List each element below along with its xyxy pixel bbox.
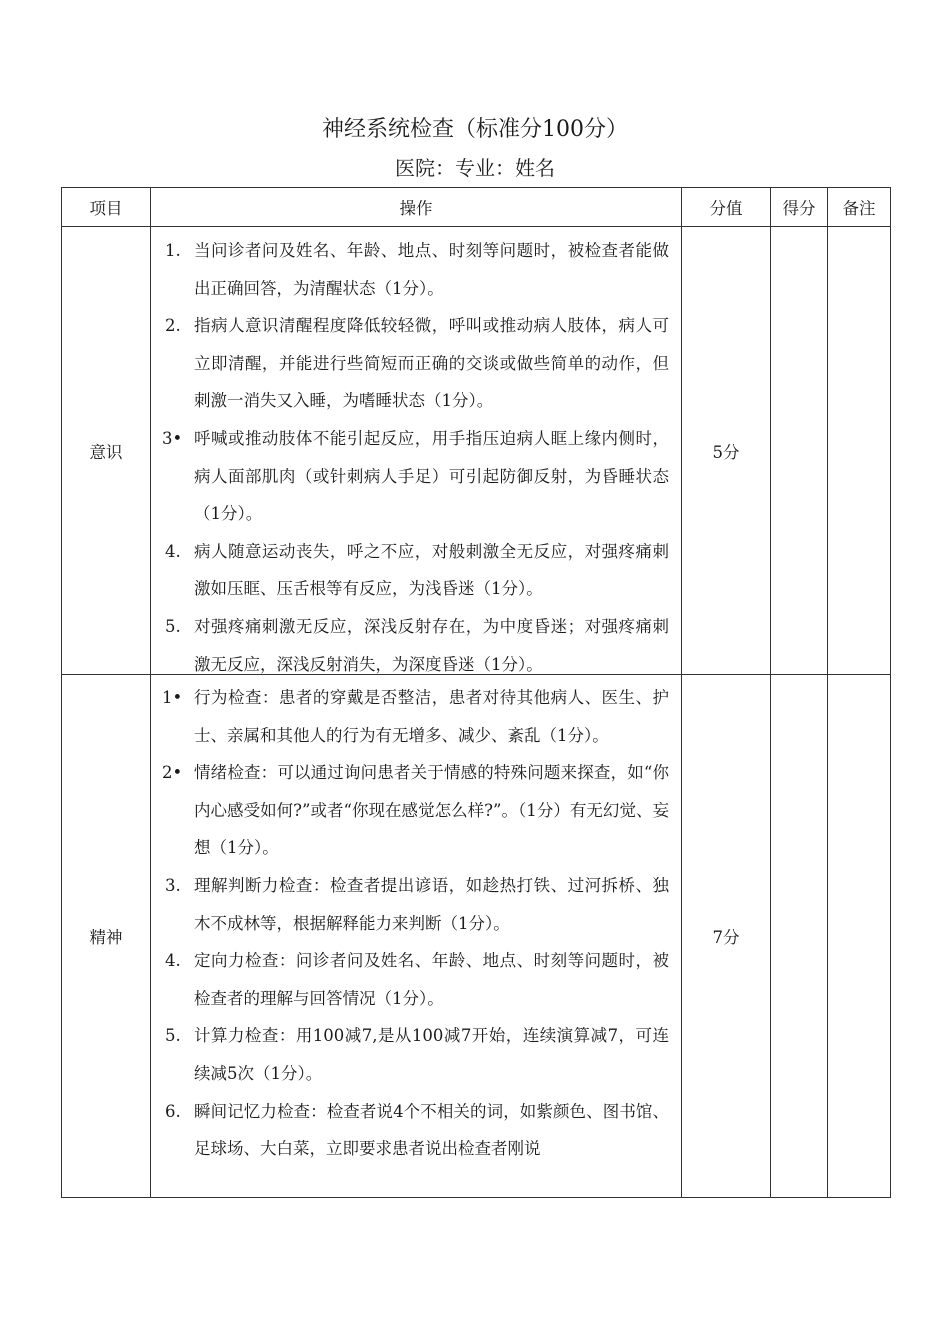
list-item bbox=[151, 942, 681, 1017]
obtained-cell bbox=[771, 675, 828, 1198]
item-number: 5. bbox=[165, 1026, 181, 1046]
item-number: 2• bbox=[162, 763, 183, 783]
item-number: 2. bbox=[165, 316, 181, 336]
item-text: 瞬间记忆力检查：检查者说4个不相关的词，如紫颜色、图书馆、足球场、大白菜，立即要求患者说出检查者刚说 bbox=[194, 1101, 669, 1159]
item-cell: 精神 bbox=[62, 675, 151, 1198]
list-item bbox=[151, 867, 681, 942]
header-remarks: 备注 bbox=[828, 188, 891, 227]
item-text: 呼喊或推动肢体不能引起反应，用手指压迫病人眶上缘内侧时，病人面部肌肉（或针刺病人手足）可引起防御反射，为昏睡状态（1分）。 bbox=[194, 428, 669, 524]
list-item bbox=[151, 608, 681, 674]
operation-cell bbox=[151, 675, 682, 1198]
item-number: 6. bbox=[165, 1101, 181, 1121]
remarks-cell bbox=[828, 675, 891, 1198]
list-item bbox=[151, 533, 681, 608]
header-operation: 操作 bbox=[151, 188, 682, 227]
item-text: 理解判断力检查：检查者提出谚语，如趁热打铁、过河拆桥、独木不成林等，根据解释能力来判断（1分）。 bbox=[194, 875, 669, 933]
exam-table bbox=[61, 187, 891, 1198]
header-score: 分值 bbox=[682, 188, 771, 227]
item-number: 5. bbox=[165, 616, 181, 636]
document-subtitle: 医院：专业：姓名 bbox=[395, 156, 555, 180]
item-number: 1. bbox=[165, 241, 181, 260]
table-row bbox=[62, 675, 891, 1198]
item-text: 对强疼痛刺激无反应，深浅反射存在，为中度昏迷；对强疼痛刺激无反应，深浅反射消失，为深度昏迷（1分）。 bbox=[194, 616, 669, 674]
item-text: 行为检查：患者的穿戴是否整洁，患者对待其他病人、医生、护士、亲属和其他人的行为有无增多、减少、紊乱（1分）。 bbox=[194, 688, 669, 745]
list-item bbox=[151, 754, 681, 867]
item-cell: 意识 bbox=[62, 227, 151, 675]
list-item bbox=[151, 1017, 681, 1092]
list-item bbox=[151, 420, 681, 533]
list-item bbox=[151, 307, 681, 420]
operation-cell bbox=[151, 227, 682, 675]
table-row bbox=[62, 227, 891, 675]
table-header-row bbox=[62, 188, 891, 227]
item-text: 当问诊者问及姓名、年龄、地点、时刻等问题时，被检查者能做出正确回答，为清醒状态（1分）。 bbox=[194, 241, 669, 298]
obtained-cell bbox=[771, 227, 828, 675]
item-text: 情绪检查：可以通过询问患者关于情感的特殊问题来探查，如“你内心感受如何?”或者“你现在感觉怎么样?”。（1分）有无幻觉、妄想（1分）。 bbox=[194, 763, 669, 858]
item-text: 病人随意运动丧失，呼之不应，对般刺激全无反应，对强疼痛刺激如压眶、压舌根等有反应，为浅昏迷（1分）。 bbox=[194, 541, 669, 599]
list-item bbox=[151, 232, 681, 307]
list-item bbox=[151, 1093, 681, 1168]
item-text: 计算力检查：用100减7,是从100减7开始，连续演算减7，可连续减5次（1分）。 bbox=[194, 1026, 669, 1083]
item-number: 3. bbox=[165, 875, 181, 895]
remarks-cell bbox=[828, 227, 891, 675]
item-text: 指病人意识清醒程度降低较轻微，呼叫或推动病人肢体，病人可立即清醒，并能进行些简短而正确的交谈或做些简单的动作，但刺激一消失又入睡，为嗜睡状态（1分）。 bbox=[194, 316, 669, 411]
score-cell: 7分 bbox=[682, 675, 771, 1198]
operation-list bbox=[151, 675, 681, 1168]
item-number: 4. bbox=[165, 541, 181, 561]
item-number: 1• bbox=[162, 688, 183, 707]
header-item: 项目 bbox=[62, 188, 151, 227]
document-title: 神经系统检查（标准分100分） bbox=[322, 117, 628, 142]
score-cell: 5分 bbox=[682, 227, 771, 675]
header-obtained: 得分 bbox=[771, 188, 828, 227]
item-number: 3• bbox=[162, 428, 183, 448]
operation-list bbox=[151, 227, 681, 674]
list-item bbox=[151, 679, 681, 754]
item-number: 4. bbox=[165, 951, 181, 971]
item-text: 定向力检查：问诊者问及姓名、年龄、地点、时刻等问题时，被检查者的理解与回答情况（1分）。 bbox=[194, 951, 669, 1008]
